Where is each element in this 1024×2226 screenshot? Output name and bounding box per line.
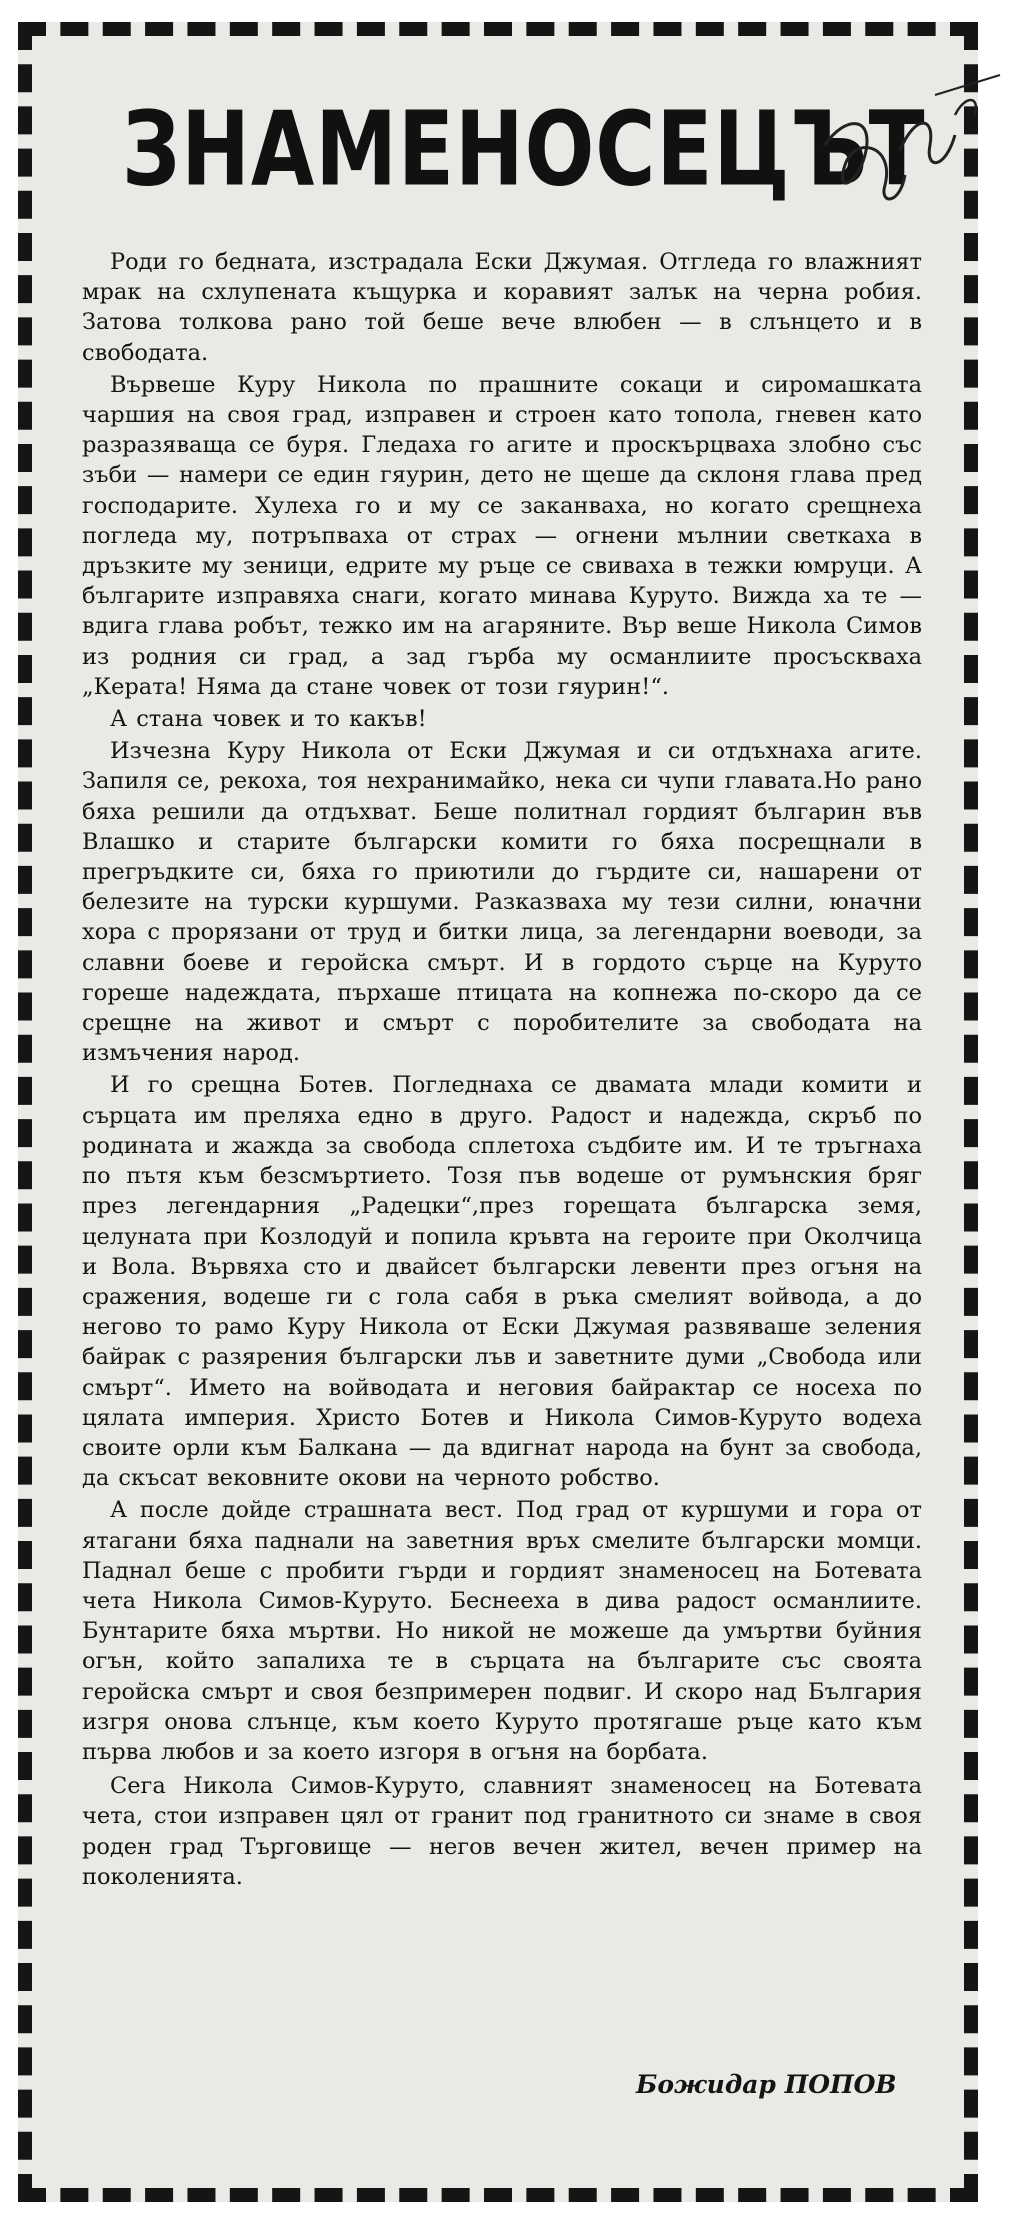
article-paragraph-3: А стана човек и то какъв! (110, 706, 427, 733)
article-paragraph-4: Изчезна Куру Никола от Ески Джумая и си отдъхнаха агите. Запиля се, рекоха, тоя нехранимайко, нека си чупи главата.Но рано бяха решили да отдъхват. Беше политнал гордият българин във Влашко и старите български комити го бяха посрещнали в прегръдките си, бяха го приютили до гърдите си, нашарени от белезите на турски куршуми. Разказваха му тези силни, юначни хора с прорязани от труд и битки лица, за легендарни воеводи, за славни боеве и геройска смърт. И в гордото сърце на Курутo гореше надеждата, пърхаше птицата на копнежа по-скоро да се срещне на живот и смърт с поробителите за свободата на измъчения народ. (82, 738, 922, 1067)
handwritten-signature-mark (805, 55, 1005, 255)
article-title: ЗНАМЕНОСЕЦЪТ (122, 90, 926, 210)
article-paragraph-2: Вървеше Куру Никола по прашните сокаци и сиромашката чаршия на своя град, изправен и строен като топола, гневен като разразяваща се буря. Гледаха го агите и проскърцваха злобно със зъби — намери се един гяурин, дето не щеше да склоня глава пред господарите. Хулеха го и му се заканваха, но когато срещнеха погледа му, потръпваха от страх — огнени мълнии светкаха в дръзките му зеници, едрите му ръце се свиваха в тежки юмруци. А българите изправяха снаги, когато минава Курутo. Вижда ха те — вдига глава робът, тежко им на агаряните. Вър веше Никола Симов из родния си град, а зад гърба му османлиите просъскваха „Керата! Няма да стане човек от този гяурин!“. (82, 371, 922, 700)
article-paragraph-1: Роди го бедната, изстрадала Ески Джумая. Отгледа го влажният мрак на схлупената къщурка и коравият залък на черна робия. Затова толкова рано той беше вече влюбен — в слънцето и в свободата. (82, 249, 922, 366)
article-paragraph-5: И го срещна Ботев. Погледнаха се двамата млади комити и сърцата им преляха едно в друго. Радост и надежда, скръб по родината и жажда за свобода сплетоха съдбите им. И те тръгнаха по пътя към безсмъртието. Тозя пъв водеше от румънския бряг през легендарния „Радецки“,през горещата българска земя, целуната при Козлодуй и попила кръвта на героите при Околчица и Вола. Вървяха сто и двайсет български левенти през огъня на сражения, водеше ги с гола сабя в ръка смелият войвода, а до негово то рамо Куру Никола от Ески Джумая развяваше зеления байрак с разярения български лъв и заветните думи „Свобода или смърт“. Името на войводата и неговия байрактар се носеха по цялата империя. Христо Ботев и Никола Симов-Курутo водеха своите орли към Балкана — да вдигнат народа на бунт за свобода, да скъсат вековните окови на черното робство. (82, 1072, 922, 1492)
article-author: Божидар ПОПОВ (636, 2070, 897, 2099)
article-body (82, 247, 922, 1896)
article-paragraph-7: Сега Никола Симов-Курутo, славният знаменосец на Ботевата чета, стои изправен цял от гранит под гранитното си знаме в своя роден град Търговище — негов вечен жител, вечен пример на поколенията. (82, 1773, 922, 1890)
article-paragraph-6: А после дойде страшната вест. Под град от куршуми и гора от ятагани бяха паднали на заветния връх смелите български момци. Паднал беше с пробити гърди и гордият знаменосец на Ботевата чета Никола Симов-Курутo. Беснееха в дива радост османлиите. Бунтарите бяха мъртви. Но никой не можеше да умъртви буйния огън, който запалиха те в сърцата на българите със своята геройска смърт и своя безпримерен подвиг. И скоро над България изгря онова слънце, към което Курутo протягаше ръце като към първа любов и за което изгоря в огъня на борбата. (82, 1497, 922, 1765)
